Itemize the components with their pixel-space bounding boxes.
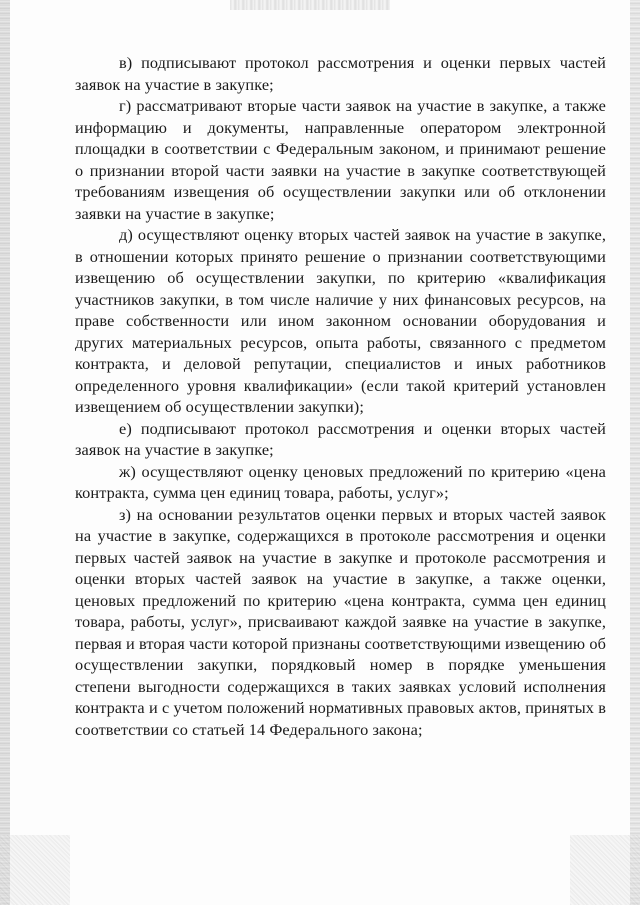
paragraph-z: з) на основании результатов оценки первых и вторых частей заявок на участие в закупке, содержащихся в протоколе рассмотрения и оценки первых частей заявок на участие в закупке и протоколе рассмотрения и оценки вторых частей заявок на участие в закупке, а также оценки, ценовых предложений по критерию «цена контракта, сумма цен единиц товара, работы, услуг», присваивают каждой заявке на участие в закупке, первая и вторая части которой признаны соответствующими извещению об осуществлении закупки, порядковый номер в порядке уменьшения степени выгодности содержащихся в таких заявках условий исполнения контракта и с учетом положений нормативных правовых актов, принятых в соответствии со статьей 14 Федерального закона; xyxy=(75,504,606,739)
paragraph-v: в) подписывают протокол рассмотрения и оценки первых частей заявок на участие в закупке; xyxy=(75,53,606,94)
scan-edge-right xyxy=(630,0,640,905)
scan-corner-noise-right xyxy=(570,835,640,905)
paragraph-d: д) осуществляют оценку вторых частей заявок на участие в закупке, в отношении которых принято решение о признании соответствующими извещению об осуществлении закупки, по критерию «квалификация участников закупки, в том числе наличие у них финансовых ресурсов, на праве собственности или ином законном основании оборудования и других материальных ресурсов, опыта работы, связанного с предметом контракта, и деловой репутации, специалистов и иных работников определенного уровня квалификации» (если такой критерий установлен извещением об осуществлении закупки); xyxy=(75,225,606,416)
paragraph-g: г) рассматривают вторые части заявок на участие в закупке, а также информацию и документы, направленные оператором электронной площадки в соответствии с Федеральным законом, и принимают решение о признании второй части заявки на участие в закупке соответствующей требованиям извещения об осуществлении закупки или об отклонении заявки на участие в закупке; xyxy=(75,96,606,223)
document-body xyxy=(75,52,606,740)
paragraph-zh: ж) осуществляют оценку ценовых предложений по критерию «цена контракта, сумма цен единиц товара, работы, услуг»; xyxy=(75,461,606,502)
scan-edge-left xyxy=(0,0,10,905)
scan-smudge-top xyxy=(230,0,390,10)
scan-corner-noise-left xyxy=(0,835,70,905)
paragraph-e: е) подписывают протокол рассмотрения и оценки вторых частей заявок на участие в закупке; xyxy=(75,418,606,459)
